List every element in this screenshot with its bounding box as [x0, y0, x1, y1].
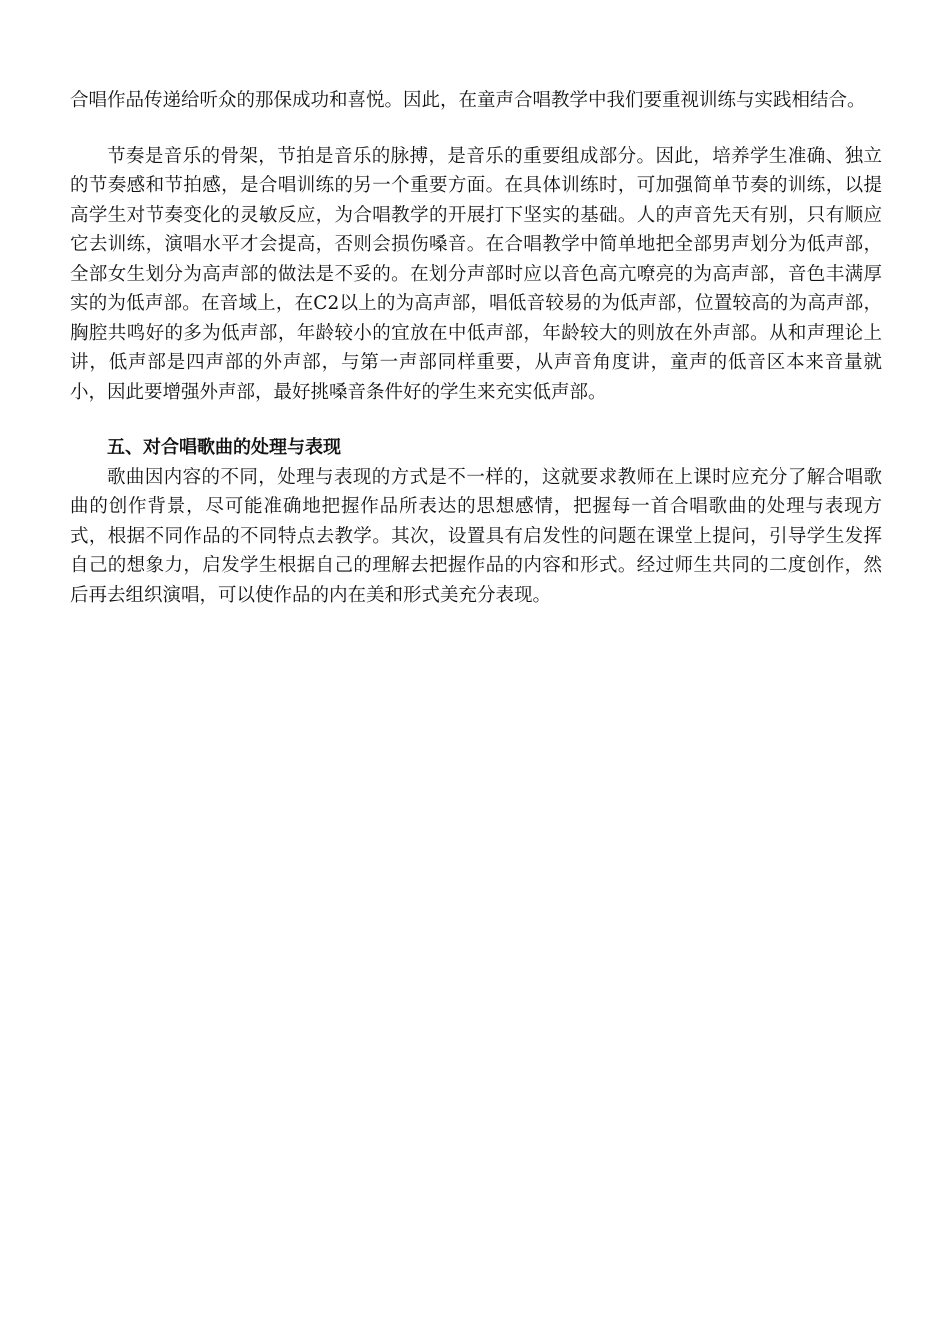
section-heading-5: 五、对合唱歌曲的处理与表现	[107, 437, 341, 458]
paragraph-song-processing: 歌曲因内容的不同，处理与表现的方式是不一样的，这就要求教师在上课时应充分了解合唱歌曲的创作背景，尽可能准确地把握作品所表达的思想感情，把握每一首合唱歌曲的处理与表现方式，根据不同作品的不同特点去教学。其次，设置具有启发性的问题在课堂上提问，引导学生发挥自己的想象力，启发学生根据自己的理解去把握作品的内容和形式。经过师生共同的二度创作，然后再去组织演唱，可以使作品的内在美和形式美充分表现。	[70, 466, 882, 606]
paragraph-continuation: 合唱作品传递给听众的那保成功和喜悦。因此，在童声合唱教学中我们要重视训练与实践相结合。	[70, 90, 866, 111]
document-page	[70, 86, 882, 610]
paragraph-rhythm-training: 节奏是音乐的骨架，节拍是音乐的脉搏，是音乐的重要组成部分。因此，培养学生准确、独立的节奏感和节拍感，是合唱训练的另一个重要方面。在具体训练时，可加强简单节奏的训练，以提高学生对节奏变化的灵敏反应，为合唱教学的开展打下坚实的基础。人的声音先天有别，只有顺应它去训练，演唱水平才会提高，否则会损伤嗓音。在合唱教学中简单地把全部男声划分为低声部，全部女生划分为高声部的做法是不妥的。在划分声部时应以音色高亢嘹亮的为高声部，音色丰满厚实的为低声部。在音域上，在C2以上的为高声部，唱低音较易的为低声部，位置较高的为高声部，胸腔共鸣好的多为低声部，年龄较小的宜放在中低声部，年龄较大的则放在外声部。从和声理论上讲，低声部是四声部的外声部，与第一声部同样重要，从声音角度讲，童声的低音区本来音量就小，因此要增强外声部，最好挑嗓音条件好的学生来充实低声部。	[70, 145, 882, 403]
